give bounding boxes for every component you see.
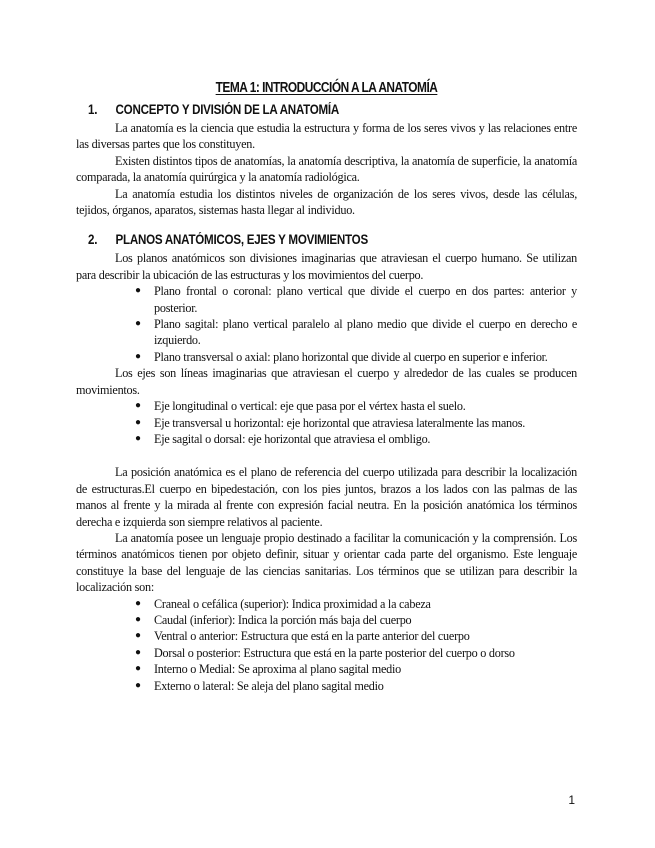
bullet-icon: ● (135, 432, 141, 444)
list-item: ● Eje sagital o dorsal: eje horizontal que atraviesa el ombligo. (135, 431, 431, 446)
list-item: ● Eje longitudinal o vertical: eje que pasa por el vértex hasta el suelo. (135, 399, 466, 414)
list-item: ● Craneal o cefálica (superior): Indica proximidad a la cabeza (135, 596, 431, 611)
bullet-icon: ● (135, 663, 141, 675)
list-item: ● Ventral o anterior: Estructura que está en la parte anterior del cuerpo (135, 629, 470, 644)
document-title: TEMA 1: INTRODUCCIÓN A LA ANATOMÍA (215, 80, 438, 96)
list-item: ● Eje transversal u horizontal: eje horizontal que atraviesa lateralmente las manos. (135, 415, 526, 430)
page-content (76, 80, 577, 694)
bullet-icon: ● (135, 646, 141, 658)
bullet-icon: ● (135, 597, 141, 609)
bullet-icon: ● (135, 630, 141, 642)
section-1-paragraph: La anatomía es la ciencia que estudia la estructura y forma de los seres vivos y las relaciones entre las diversas partes que los constituyen. (76, 121, 577, 152)
planes-intro-paragraph: Los planos anatómicos son divisiones imaginarias que atraviesan el cuerpo humano. Se utilizan para describir la ubicación de las estructuras y los movimientos del cuerpo. (76, 251, 577, 282)
bullet-icon: ● (135, 318, 141, 330)
section-1-title: CONCEPTO Y DIVISIÓN DE LA ANATOMÍA (115, 102, 340, 117)
location-terms-list (76, 596, 577, 694)
section-2-heading (76, 232, 507, 247)
section-1-paragraph: Existen distintos tipos de anatomías, la anatomía descriptiva, la anatomía de superficie, la anatomía comparada, la anatomía quirúrgica y la anatomía radiológica. (76, 153, 577, 185)
bullet-icon: ● (135, 679, 141, 691)
bullet-icon: ● (135, 400, 141, 412)
list-item: ● Externo o lateral: Se aleja del plano sagital medio (135, 678, 384, 693)
anatomical-language-paragraph: La anatomía posee un lenguaje propio destinado a facilitar la comunicación y la comprensión. Los términos anatómicos tienen por objeto definir, situar y orientar cada parte del organismo. Este lenguaje constituye la base del lenguaje de las ciencias sanitarias. Los términos que se utilizan para describir la localización son: (76, 530, 577, 595)
list-item: ● Interno o Medial: Se aproxima al plano sagital medio (135, 662, 401, 677)
list-item: ● Plano sagital: plano vertical paralelo al plano medio que divide el cuerpo en derecho e izquierdo. (135, 317, 577, 348)
list-item: ● Plano frontal o coronal: plano vertical que divide el cuerpo en dos partes: anterior y posterior. (135, 284, 577, 315)
bullet-icon: ● (135, 285, 141, 297)
list-item: ● Caudal (inferior): Indica la porción más baja del cuerpo (135, 612, 412, 627)
list-item: ● Dorsal o posterior: Estructura que está en la parte posterior del cuerpo o dorso (135, 645, 515, 660)
list-item: ● Plano transversal o axial: plano horizontal que divide al cuerpo en superior e inferior. (135, 349, 548, 364)
anatomical-position-paragraph: La posición anatómica es el plano de referencia del cuerpo utilizada para describir la localización de estructuras.El cuerpo en bipedestación, con los pies juntos, brazos a los lados con las palmas de las manos al frente y la mirada al frente con expresión facial neutra. En la posición anatómica los términos derecha e izquierda son siempre relativos al paciente. (76, 465, 577, 529)
section-1-number: 1. (88, 102, 98, 117)
bullet-icon: ● (135, 613, 141, 625)
planes-list (76, 283, 577, 365)
section-2-title: PLANOS ANATÓMICOS, EJES Y MOVIMIENTOS (115, 232, 368, 248)
page-number: 1 (568, 793, 575, 807)
section-2-number: 2. (88, 232, 98, 248)
bullet-icon: ● (135, 350, 141, 362)
axes-list (76, 398, 577, 447)
axes-intro-paragraph: Los ejes son líneas imaginarias que atraviesan el cuerpo y alrededor de las cuales se producen movimientos. (76, 366, 577, 397)
section-1-heading (76, 102, 507, 117)
section-1-paragraph: La anatomía estudia los distintos niveles de organización de los seres vivos, desde las células, tejidos, órganos, aparatos, sistemas hasta llegar al individuo. (76, 186, 577, 218)
bullet-icon: ● (135, 416, 141, 428)
